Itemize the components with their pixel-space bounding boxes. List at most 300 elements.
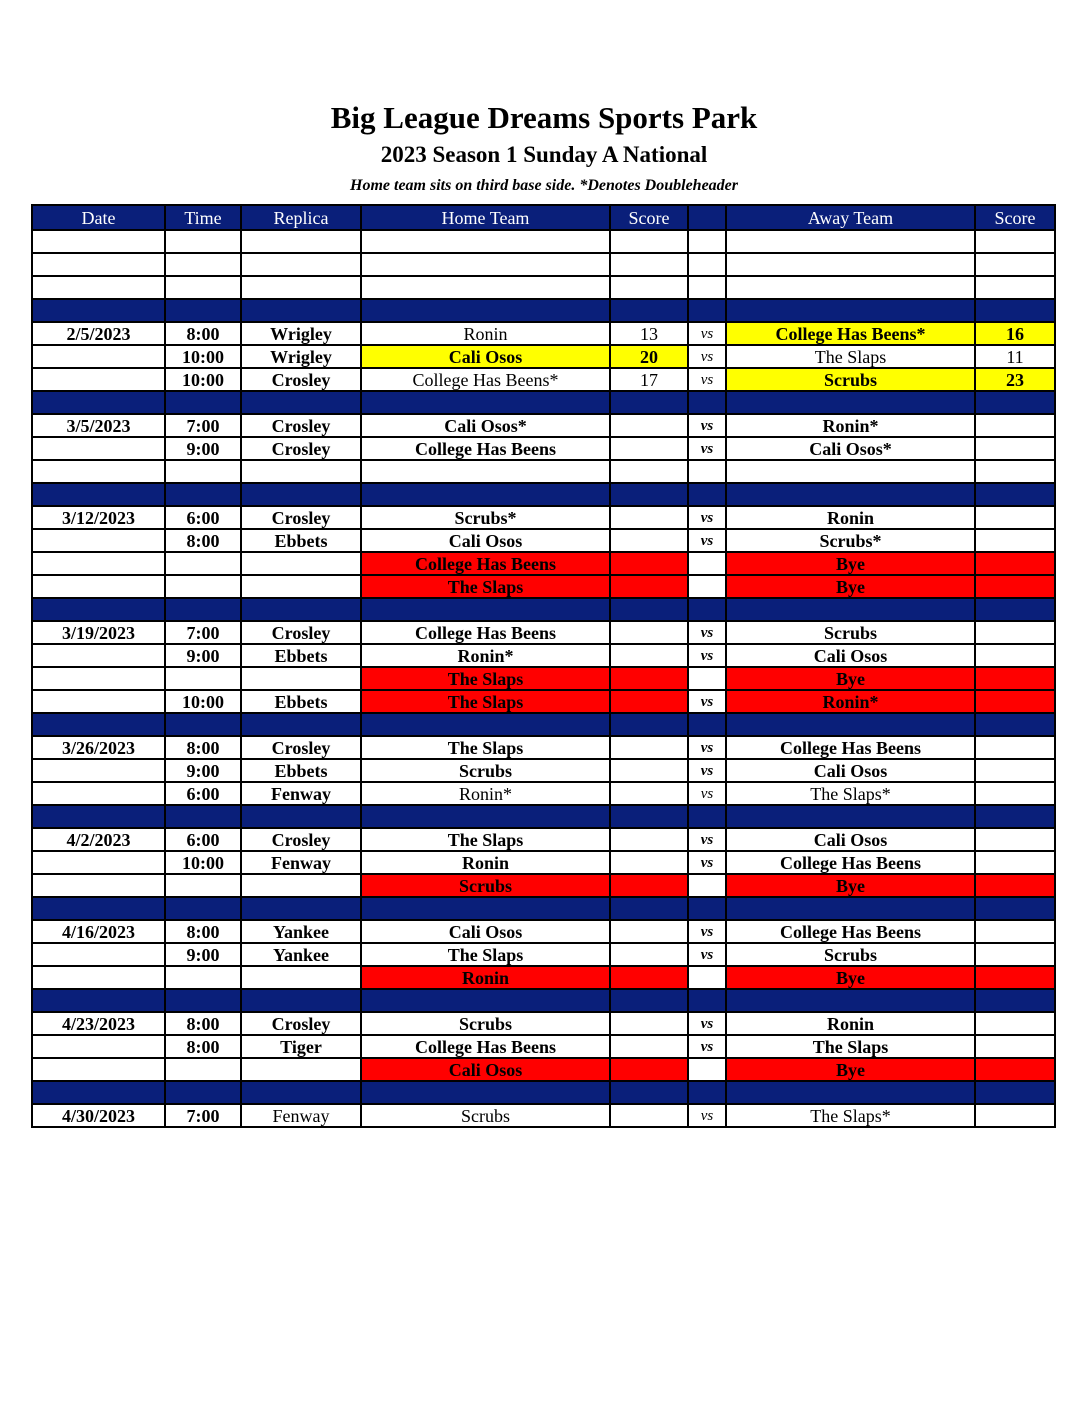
away-team-cell: Bye xyxy=(726,1058,975,1081)
vs-cell: vs xyxy=(688,920,726,943)
vs-cell: vs xyxy=(688,621,726,644)
away-team-cell: College Has Beens xyxy=(726,736,975,759)
time-cell: 8:00 xyxy=(165,736,241,759)
home-score-cell xyxy=(610,874,688,897)
vs-cell xyxy=(688,391,726,414)
time-cell xyxy=(165,874,241,897)
away-team-cell xyxy=(726,989,975,1012)
table-header-row xyxy=(32,205,1055,230)
away-team-cell xyxy=(726,483,975,506)
table-row xyxy=(32,322,1055,345)
time-cell: 10:00 xyxy=(165,851,241,874)
blank-row xyxy=(32,460,1055,483)
home-team-cell: College Has Beens xyxy=(361,437,610,460)
date-cell: 4/16/2023 xyxy=(32,920,165,943)
vs-cell xyxy=(688,575,726,598)
replica-cell xyxy=(241,1081,361,1104)
date-cell: 3/19/2023 xyxy=(32,621,165,644)
bye-row xyxy=(32,575,1055,598)
away-team-cell xyxy=(726,230,975,253)
away-score-cell xyxy=(975,897,1055,920)
time-cell xyxy=(165,897,241,920)
replica-cell: Crosley xyxy=(241,1012,361,1035)
home-team-cell xyxy=(361,1081,610,1104)
replica-cell: Crosley xyxy=(241,736,361,759)
away-team-cell xyxy=(726,598,975,621)
away-score-cell xyxy=(975,644,1055,667)
replica-cell xyxy=(241,989,361,1012)
time-cell xyxy=(165,1058,241,1081)
date-cell: 4/2/2023 xyxy=(32,828,165,851)
vs-cell xyxy=(688,874,726,897)
time-cell xyxy=(165,966,241,989)
away-score-cell xyxy=(975,483,1055,506)
date-cell: 3/12/2023 xyxy=(32,506,165,529)
away-score-cell xyxy=(975,506,1055,529)
replica-cell xyxy=(241,575,361,598)
vs-cell: vs xyxy=(688,828,726,851)
away-score-cell xyxy=(975,920,1055,943)
date-cell xyxy=(32,253,165,276)
home-team-cell xyxy=(361,805,610,828)
replica-cell xyxy=(241,667,361,690)
away-team-cell xyxy=(726,460,975,483)
replica-cell: Crosley xyxy=(241,437,361,460)
page-note: Home team sits on third base side. *Denotes Doubleheader xyxy=(350,177,738,194)
vs-cell xyxy=(688,713,726,736)
home-team-cell xyxy=(361,897,610,920)
bye-row xyxy=(32,690,1055,713)
vs-cell: vs xyxy=(688,437,726,460)
time-cell xyxy=(165,667,241,690)
col-header-date: Date xyxy=(32,205,165,230)
week-separator-row xyxy=(32,897,1055,920)
date-cell xyxy=(32,690,165,713)
col-header-home-team: Home Team xyxy=(361,205,610,230)
home-team-cell: Scrubs* xyxy=(361,506,610,529)
blank-row xyxy=(32,253,1055,276)
home-score-cell: 20 xyxy=(610,345,688,368)
vs-cell: vs xyxy=(688,529,726,552)
home-team-cell: Ronin xyxy=(361,851,610,874)
time-cell: 8:00 xyxy=(165,1012,241,1035)
time-cell xyxy=(165,483,241,506)
replica-cell: Wrigley xyxy=(241,345,361,368)
away-team-cell: Cali Osos xyxy=(726,644,975,667)
away-score-cell xyxy=(975,713,1055,736)
away-score-cell xyxy=(975,1081,1055,1104)
away-team-cell: Cali Osos xyxy=(726,759,975,782)
away-team-cell xyxy=(726,1081,975,1104)
away-team-cell: Bye xyxy=(726,667,975,690)
replica-cell: Ebbets xyxy=(241,690,361,713)
away-team-cell: Ronin* xyxy=(726,414,975,437)
time-cell xyxy=(165,460,241,483)
away-score-cell xyxy=(975,552,1055,575)
home-team-cell xyxy=(361,276,610,299)
home-team-cell xyxy=(361,598,610,621)
time-cell xyxy=(165,1081,241,1104)
time-cell: 8:00 xyxy=(165,529,241,552)
home-team-cell: College Has Beens* xyxy=(361,368,610,391)
vs-cell xyxy=(688,483,726,506)
date-cell xyxy=(32,759,165,782)
home-score-cell xyxy=(610,276,688,299)
home-team-cell: The Slaps xyxy=(361,736,610,759)
replica-cell: Wrigley xyxy=(241,322,361,345)
replica-cell: Yankee xyxy=(241,943,361,966)
away-score-cell xyxy=(975,851,1055,874)
home-score-cell xyxy=(610,943,688,966)
date-cell xyxy=(32,1035,165,1058)
away-score-cell xyxy=(975,782,1055,805)
vs-cell: vs xyxy=(688,345,726,368)
home-team-cell xyxy=(361,483,610,506)
home-score-cell xyxy=(610,828,688,851)
table-row xyxy=(32,851,1055,874)
time-cell xyxy=(165,552,241,575)
table-row xyxy=(32,759,1055,782)
away-score-cell: 11 xyxy=(975,345,1055,368)
home-score-cell xyxy=(610,1104,688,1127)
home-team-cell xyxy=(361,989,610,1012)
week-separator-row xyxy=(32,483,1055,506)
home-team-cell: Ronin xyxy=(361,322,610,345)
bye-row xyxy=(32,552,1055,575)
away-score-cell xyxy=(975,690,1055,713)
away-score-cell: 16 xyxy=(975,322,1055,345)
home-score-cell xyxy=(610,759,688,782)
home-score-cell xyxy=(610,644,688,667)
home-score-cell xyxy=(610,966,688,989)
away-team-cell: The Slaps* xyxy=(726,782,975,805)
vs-cell: vs xyxy=(688,759,726,782)
vs-cell xyxy=(688,552,726,575)
table-row xyxy=(32,1035,1055,1058)
away-score-cell xyxy=(975,1058,1055,1081)
home-score-cell xyxy=(610,897,688,920)
vs-cell xyxy=(688,1058,726,1081)
home-score-cell xyxy=(610,598,688,621)
away-team-cell: Ronin xyxy=(726,506,975,529)
away-score-cell xyxy=(975,437,1055,460)
away-score-cell xyxy=(975,667,1055,690)
date-cell xyxy=(32,529,165,552)
home-score-cell xyxy=(610,483,688,506)
away-score-cell xyxy=(975,621,1055,644)
replica-cell: Ebbets xyxy=(241,529,361,552)
bye-row xyxy=(32,667,1055,690)
bye-row xyxy=(32,874,1055,897)
home-team-cell xyxy=(361,391,610,414)
home-score-cell: 17 xyxy=(610,368,688,391)
home-team-cell: The Slaps xyxy=(361,575,610,598)
time-cell xyxy=(165,299,241,322)
away-score-cell xyxy=(975,759,1055,782)
replica-cell xyxy=(241,552,361,575)
vs-cell xyxy=(688,299,726,322)
date-cell xyxy=(32,299,165,322)
week-separator-row xyxy=(32,299,1055,322)
date-cell xyxy=(32,989,165,1012)
date-cell xyxy=(32,1081,165,1104)
home-team-cell xyxy=(361,253,610,276)
table-row xyxy=(32,621,1055,644)
date-cell xyxy=(32,368,165,391)
home-team-cell: Ronin* xyxy=(361,782,610,805)
date-cell: 4/23/2023 xyxy=(32,1012,165,1035)
time-cell: 10:00 xyxy=(165,368,241,391)
away-team-cell xyxy=(726,805,975,828)
home-team-cell xyxy=(361,713,610,736)
time-cell: 9:00 xyxy=(165,943,241,966)
date-cell xyxy=(32,483,165,506)
home-team-cell: Scrubs xyxy=(361,1104,610,1127)
home-team-cell: The Slaps xyxy=(361,943,610,966)
bye-row xyxy=(32,966,1055,989)
col-header-replica: Replica xyxy=(241,205,361,230)
schedule-table xyxy=(31,204,1056,1128)
table-row xyxy=(32,644,1055,667)
home-score-cell xyxy=(610,299,688,322)
replica-cell xyxy=(241,276,361,299)
away-score-cell xyxy=(975,575,1055,598)
vs-cell xyxy=(688,598,726,621)
col-header-home-score: Score xyxy=(610,205,688,230)
home-team-cell: Cali Osos* xyxy=(361,414,610,437)
date-cell xyxy=(32,230,165,253)
away-team-cell: Scrubs xyxy=(726,943,975,966)
table-row xyxy=(32,943,1055,966)
vs-cell xyxy=(688,805,726,828)
away-team-cell xyxy=(726,299,975,322)
vs-cell xyxy=(688,460,726,483)
away-team-cell: Ronin xyxy=(726,1012,975,1035)
time-cell: 6:00 xyxy=(165,782,241,805)
replica-cell xyxy=(241,598,361,621)
home-score-cell: 13 xyxy=(610,322,688,345)
time-cell: 6:00 xyxy=(165,506,241,529)
away-team-cell: Cali Osos* xyxy=(726,437,975,460)
home-team-cell: Scrubs xyxy=(361,874,610,897)
date-cell xyxy=(32,966,165,989)
replica-cell xyxy=(241,966,361,989)
vs-cell: vs xyxy=(688,414,726,437)
time-cell xyxy=(165,276,241,299)
date-cell xyxy=(32,897,165,920)
table-row xyxy=(32,736,1055,759)
replica-cell xyxy=(241,713,361,736)
replica-cell xyxy=(241,230,361,253)
home-team-cell: The Slaps xyxy=(361,667,610,690)
replica-cell: Yankee xyxy=(241,920,361,943)
away-team-cell xyxy=(726,276,975,299)
home-team-cell: Ronin* xyxy=(361,644,610,667)
vs-cell: vs xyxy=(688,1104,726,1127)
home-team-cell: Ronin xyxy=(361,966,610,989)
date-cell xyxy=(32,276,165,299)
home-team-cell: Cali Osos xyxy=(361,529,610,552)
away-team-cell: Bye xyxy=(726,874,975,897)
replica-cell xyxy=(241,483,361,506)
home-team-cell: Cali Osos xyxy=(361,920,610,943)
col-header-vs xyxy=(688,205,726,230)
table-row xyxy=(32,828,1055,851)
replica-cell: Ebbets xyxy=(241,644,361,667)
vs-cell: vs xyxy=(688,943,726,966)
replica-cell: Fenway xyxy=(241,1104,361,1127)
away-team-cell: College Has Beens xyxy=(726,851,975,874)
col-header-away-score: Score xyxy=(975,205,1055,230)
home-team-cell xyxy=(361,460,610,483)
home-score-cell xyxy=(610,1012,688,1035)
home-score-cell xyxy=(610,552,688,575)
table-row xyxy=(32,506,1055,529)
away-score-cell xyxy=(975,989,1055,1012)
week-separator-row xyxy=(32,713,1055,736)
date-cell xyxy=(32,851,165,874)
date-cell xyxy=(32,644,165,667)
home-team-cell xyxy=(361,230,610,253)
away-score-cell xyxy=(975,276,1055,299)
away-team-cell: The Slaps xyxy=(726,1035,975,1058)
away-score-cell xyxy=(975,943,1055,966)
date-cell xyxy=(32,943,165,966)
time-cell xyxy=(165,253,241,276)
away-score-cell xyxy=(975,805,1055,828)
replica-cell xyxy=(241,299,361,322)
replica-cell: Crosley xyxy=(241,368,361,391)
home-team-cell: Scrubs xyxy=(361,759,610,782)
vs-cell: vs xyxy=(688,1035,726,1058)
replica-cell: Crosley xyxy=(241,828,361,851)
home-team-cell: The Slaps xyxy=(361,690,610,713)
vs-cell xyxy=(688,253,726,276)
replica-cell: Crosley xyxy=(241,414,361,437)
replica-cell xyxy=(241,391,361,414)
away-team-cell xyxy=(726,713,975,736)
time-cell: 8:00 xyxy=(165,322,241,345)
date-cell xyxy=(32,782,165,805)
away-score-cell xyxy=(975,736,1055,759)
replica-cell xyxy=(241,253,361,276)
vs-cell xyxy=(688,966,726,989)
replica-cell: Crosley xyxy=(241,621,361,644)
vs-cell xyxy=(688,897,726,920)
replica-cell xyxy=(241,805,361,828)
away-team-cell: College Has Beens xyxy=(726,920,975,943)
date-cell: 4/30/2023 xyxy=(32,1104,165,1127)
date-cell xyxy=(32,805,165,828)
away-score-cell xyxy=(975,966,1055,989)
away-team-cell: The Slaps xyxy=(726,345,975,368)
replica-cell xyxy=(241,1058,361,1081)
table-row xyxy=(32,1012,1055,1035)
time-cell: 9:00 xyxy=(165,759,241,782)
time-cell xyxy=(165,391,241,414)
page-title: Big League Dreams Sports Park xyxy=(330,100,758,135)
home-score-cell xyxy=(610,437,688,460)
time-cell: 9:00 xyxy=(165,644,241,667)
vs-cell: vs xyxy=(688,368,726,391)
replica-cell: Fenway xyxy=(241,782,361,805)
replica-cell: Fenway xyxy=(241,851,361,874)
replica-cell: Crosley xyxy=(241,506,361,529)
home-score-cell xyxy=(610,414,688,437)
vs-cell: vs xyxy=(688,322,726,345)
vs-cell: vs xyxy=(688,782,726,805)
home-score-cell xyxy=(610,920,688,943)
home-score-cell xyxy=(610,713,688,736)
date-cell xyxy=(32,713,165,736)
date-cell xyxy=(32,874,165,897)
date-cell xyxy=(32,437,165,460)
bye-row xyxy=(32,1058,1055,1081)
home-team-cell: Cali Osos xyxy=(361,1058,610,1081)
replica-cell: Tiger xyxy=(241,1035,361,1058)
time-cell: 10:00 xyxy=(165,345,241,368)
time-cell xyxy=(165,575,241,598)
time-cell: 8:00 xyxy=(165,1035,241,1058)
col-header-away-team: Away Team xyxy=(726,205,975,230)
away-team-cell: Ronin* xyxy=(726,690,975,713)
away-score-cell xyxy=(975,230,1055,253)
replica-cell: Ebbets xyxy=(241,759,361,782)
vs-cell xyxy=(688,667,726,690)
date-cell xyxy=(32,460,165,483)
home-score-cell xyxy=(610,575,688,598)
table-row xyxy=(32,782,1055,805)
date-cell xyxy=(32,391,165,414)
date-cell: 3/5/2023 xyxy=(32,414,165,437)
home-score-cell xyxy=(610,690,688,713)
home-score-cell xyxy=(610,529,688,552)
away-score-cell xyxy=(975,1012,1055,1035)
away-team-cell xyxy=(726,253,975,276)
replica-cell xyxy=(241,460,361,483)
home-score-cell xyxy=(610,1081,688,1104)
vs-cell: vs xyxy=(688,1012,726,1035)
week-separator-row xyxy=(32,805,1055,828)
home-team-cell: College Has Beens xyxy=(361,552,610,575)
time-cell: 7:00 xyxy=(165,621,241,644)
home-score-cell xyxy=(610,667,688,690)
table-row xyxy=(32,368,1055,391)
away-score-cell xyxy=(975,414,1055,437)
vs-cell: vs xyxy=(688,644,726,667)
replica-cell xyxy=(241,874,361,897)
home-score-cell xyxy=(610,1035,688,1058)
away-team-cell: Bye xyxy=(726,966,975,989)
away-team-cell: Bye xyxy=(726,575,975,598)
col-header-time: Time xyxy=(165,205,241,230)
date-cell xyxy=(32,345,165,368)
home-score-cell xyxy=(610,736,688,759)
away-team-cell: The Slaps* xyxy=(726,1104,975,1127)
home-score-cell xyxy=(610,460,688,483)
table-row xyxy=(32,414,1055,437)
away-score-cell xyxy=(975,1035,1055,1058)
home-team-cell: Scrubs xyxy=(361,1012,610,1035)
time-cell xyxy=(165,805,241,828)
home-team-cell: The Slaps xyxy=(361,828,610,851)
away-score-cell xyxy=(975,1104,1055,1127)
date-cell xyxy=(32,552,165,575)
vs-cell xyxy=(688,989,726,1012)
away-team-cell: Scrubs xyxy=(726,368,975,391)
vs-cell: vs xyxy=(688,690,726,713)
away-score-cell xyxy=(975,874,1055,897)
